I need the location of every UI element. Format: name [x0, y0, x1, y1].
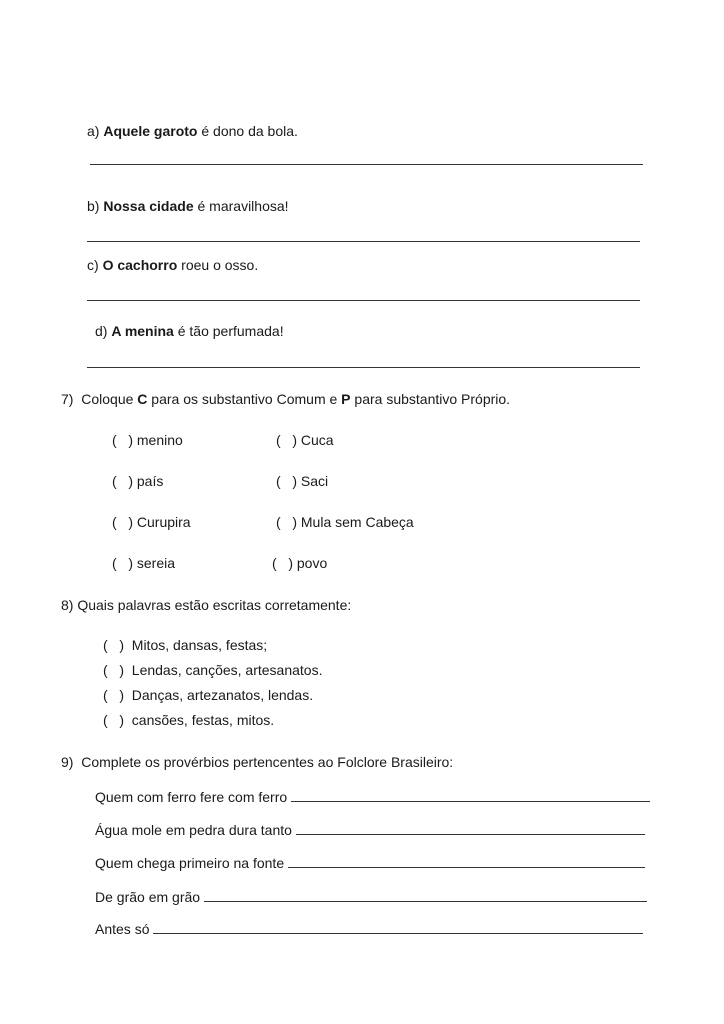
- checkbox[interactable]: ( ): [276, 473, 297, 489]
- checkbox[interactable]: ( ): [112, 555, 133, 571]
- item-rest: é tão perfumada!: [177, 323, 284, 339]
- option-label: Cuca: [300, 432, 334, 448]
- option-label: cansões, festas, mitos.: [131, 712, 275, 728]
- answer-line[interactable]: [288, 855, 645, 868]
- answer-line-a[interactable]: [90, 164, 643, 165]
- q8-option[interactable]: [103, 712, 274, 728]
- option-label: Curupira: [136, 514, 191, 530]
- checkbox[interactable]: ( ): [112, 473, 133, 489]
- checkbox[interactable]: ( ): [112, 432, 133, 448]
- q7-option[interactable]: [112, 514, 191, 530]
- checkbox[interactable]: ( ): [276, 432, 297, 448]
- checkbox[interactable]: ( ): [103, 712, 124, 728]
- option-label: Saci: [300, 473, 329, 489]
- proverb-text: Quem chega primeiro na fonte: [95, 855, 285, 871]
- proverb-row: [95, 822, 645, 838]
- option-label: povo: [296, 555, 328, 571]
- checkbox[interactable]: ( ): [112, 514, 133, 530]
- item-rest: é dono da bola.: [201, 123, 298, 139]
- q9-question: [61, 754, 453, 770]
- proverb-text: Antes só: [95, 921, 150, 937]
- answer-line[interactable]: [204, 889, 647, 902]
- proverb-row: [95, 921, 643, 937]
- checkbox[interactable]: ( ): [103, 637, 124, 653]
- q7-text: para os substantivo Comum e: [151, 391, 338, 407]
- answer-line[interactable]: [291, 789, 650, 802]
- item-subject: A menina: [111, 323, 174, 339]
- q7-option[interactable]: [276, 432, 334, 448]
- q7-p: P: [341, 391, 351, 407]
- answer-line[interactable]: [153, 921, 643, 934]
- option-label: sereia: [136, 555, 176, 571]
- item-label: c): [87, 257, 99, 273]
- proverb-text: Água mole em pedra dura tanto: [95, 822, 292, 838]
- option-label: Danças, artezanatos, lendas.: [131, 687, 314, 703]
- q7-option[interactable]: [112, 555, 175, 571]
- q8-option[interactable]: [103, 637, 267, 653]
- answer-line-d[interactable]: [87, 367, 640, 368]
- question-number: 9): [61, 754, 74, 770]
- q7-option[interactable]: [112, 432, 183, 448]
- q6-item-c: [87, 257, 258, 273]
- answer-line-c[interactable]: [87, 300, 640, 301]
- question-number: 7): [61, 391, 74, 407]
- item-label: a): [87, 123, 100, 139]
- item-subject: Nossa cidade: [103, 198, 194, 214]
- q8-option[interactable]: [103, 687, 313, 703]
- proverb-text: De grão em grão: [95, 889, 201, 905]
- q9-text: Complete os provérbios pertencentes ao Folclore Brasileiro:: [81, 754, 454, 770]
- q8-option[interactable]: [103, 662, 322, 678]
- item-subject: Aquele garoto: [103, 123, 198, 139]
- q7-c: C: [137, 391, 148, 407]
- q7-question: [61, 391, 510, 407]
- q6-item-d: [95, 323, 284, 339]
- q7-text: para substantivo Próprio.: [354, 391, 511, 407]
- checkbox[interactable]: ( ): [276, 514, 297, 530]
- option-label: Mula sem Cabeça: [300, 514, 414, 530]
- proverb-row: [95, 789, 650, 805]
- option-label: Mitos, dansas, festas;: [131, 637, 268, 653]
- option-label: Lendas, canções, artesanatos.: [131, 662, 323, 678]
- checkbox[interactable]: ( ): [103, 662, 124, 678]
- q7-option[interactable]: [112, 473, 163, 489]
- answer-line[interactable]: [296, 822, 645, 835]
- proverb-text: Quem com ferro fere com ferro: [95, 789, 288, 805]
- proverb-row: [95, 889, 647, 905]
- q6-item-b: [87, 198, 289, 214]
- option-label: país: [136, 473, 164, 489]
- answer-line-b[interactable]: [87, 241, 640, 242]
- q7-option[interactable]: [272, 555, 327, 571]
- item-label: b): [87, 198, 100, 214]
- q7-option[interactable]: [276, 473, 328, 489]
- q8-question: 8) Quais palavras estão escritas corretamente:: [61, 597, 352, 613]
- item-rest: roeu o osso.: [181, 257, 259, 273]
- item-rest: é maravilhosa!: [197, 198, 289, 214]
- checkbox[interactable]: ( ): [272, 555, 293, 571]
- q6-item-a: [87, 123, 298, 139]
- proverb-row: [95, 855, 645, 871]
- item-subject: O cachorro: [102, 257, 178, 273]
- option-label: menino: [136, 432, 183, 448]
- q7-text: Coloque: [81, 391, 134, 407]
- item-label: d): [95, 323, 108, 339]
- q7-option[interactable]: [276, 514, 414, 530]
- checkbox[interactable]: ( ): [103, 687, 124, 703]
